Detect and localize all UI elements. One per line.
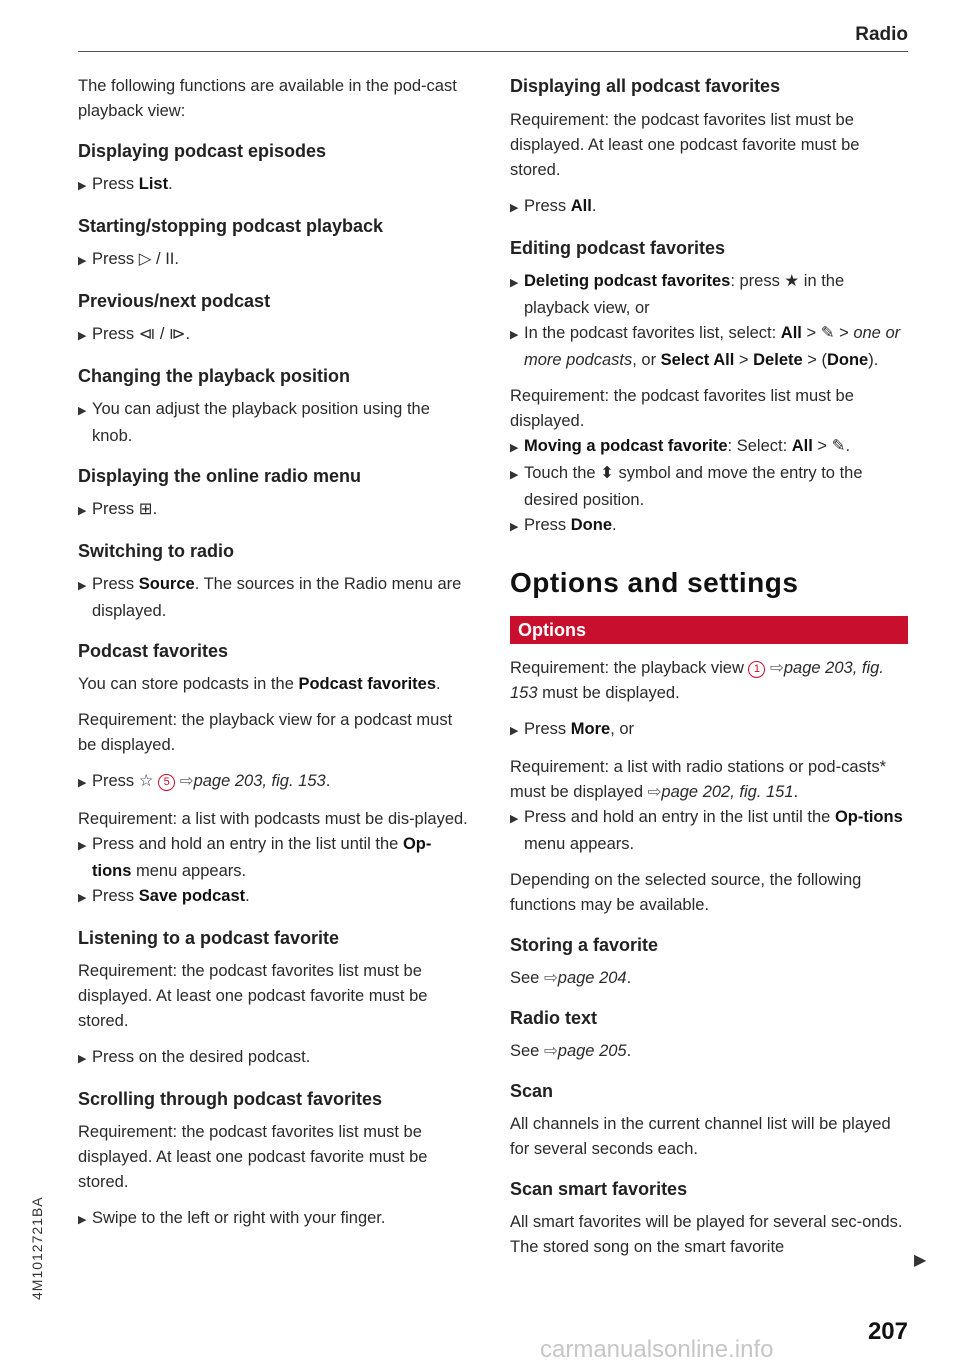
bullet-press-star: ▶ Press ☆ 5 ⇨page 203, fig. 153. — [78, 769, 470, 796]
text-requirement-playback: Requirement: the playback view for a podcast must be displayed. — [78, 711, 453, 754]
bullet-triangle-icon: ▶ — [78, 580, 87, 592]
bullet-press-hold: ▶ Press and hold an entry in the list until the Op-tions menu appears. — [78, 835, 432, 880]
bullet-triangle-icon: ▶ — [78, 892, 87, 904]
watermark: carmanualsonline.info — [540, 1336, 774, 1363]
bullet-touch-symbol: ▶ Touch the ⬍ symbol and move the entry to the desired position. — [510, 464, 863, 509]
heading-online-radio-menu: Displaying the online radio menu — [78, 466, 362, 486]
bullet-press-hold-options: ▶ Press and hold an entry in the list until the Op-tions menu appears. — [510, 808, 903, 853]
bullet-press-all: ▶ Press All. — [510, 194, 908, 221]
heading-editing-favorites: Editing podcast favorites — [510, 238, 726, 258]
bullet-triangle-icon: ▶ — [78, 1053, 87, 1065]
page-link[interactable]: page 205 — [557, 1042, 627, 1060]
text-requirement-list: Requirement: a list with podcasts must be dis-played. — [78, 810, 468, 828]
bullet-triangle-icon: ▶ — [510, 521, 519, 533]
heading-listening-favorite: Listening to a podcast favorite — [78, 928, 340, 948]
text-requirement-favorites-2: Requirement: the podcast favorites list must be displayed. At least one podcast favorite must be stored. — [78, 1123, 428, 1191]
bullet-source: ▶ Press Source. The sources in the Radio menu are displayed. — [78, 575, 462, 620]
bullet-prev-next: ▶ Press ⧏ / ⧐. — [78, 322, 470, 349]
heading-previous-next: Previous/next podcast — [78, 291, 271, 311]
bullet-triangle-icon: ▶ — [78, 255, 87, 267]
page-link[interactable]: page 203, fig. 153 — [193, 772, 326, 790]
page-link[interactable]: page 204 — [557, 969, 627, 987]
text-requirement-edit: Requirement: the podcast favorites list must be displayed. — [510, 387, 854, 430]
bullet-triangle-icon: ▶ — [78, 505, 87, 517]
bullet-triangle-icon: ▶ — [510, 202, 519, 214]
bullet-triangle-icon: ▶ — [78, 405, 87, 417]
arrow-icon: ⇨ — [647, 783, 662, 801]
heading-scan-smart-favorites: Scan smart favorites — [510, 1179, 688, 1199]
heading-options-and-settings: Options and settings — [510, 567, 799, 598]
bullet-triangle-icon: ▶ — [510, 277, 519, 289]
section-title: Radio — [855, 24, 908, 45]
text-requirement-stations: Requirement: a list with radio stations or pod-casts* must be displayed ⇨page 202, fig. 151. — [510, 758, 887, 801]
callout-number: 5 — [158, 774, 175, 791]
arrow-icon: ⇨ — [543, 969, 558, 987]
options-banner: Options — [510, 616, 908, 644]
heading-radio-text: Radio text — [510, 1008, 598, 1028]
arrow-icon: ⇨ — [543, 1042, 558, 1060]
text-requirement-view: Requirement: the playback view 1 ⇨page 203, fig. 153 must be displayed. — [510, 659, 884, 702]
page-link[interactable]: page 203, fig. 153 — [510, 659, 884, 702]
text-scan: All channels in the current channel list will be played for several seconds each. — [510, 1115, 891, 1158]
bullet-triangle-icon: ▶ — [78, 1214, 87, 1226]
bullet-menu: ▶ Press ⊞. — [78, 497, 470, 524]
text-see-page-204: See ⇨page 204. — [510, 969, 632, 987]
bullet-press-list: ▶ Press List. — [78, 172, 470, 199]
heading-podcast-favorites: Podcast favorites — [78, 641, 229, 661]
heading-scan: Scan — [510, 1081, 554, 1101]
bullet-play-pause: ▶ Press ▷ / II. — [78, 247, 470, 274]
bullet-press-more: ▶ Press More, or — [510, 717, 908, 744]
bullet-deleting: ▶ Deleting podcast favorites: press ★ in the playback view, or — [510, 272, 845, 317]
callout-number: 1 — [748, 661, 765, 678]
bullet-triangle-icon: ▶ — [510, 329, 519, 341]
bullet-triangle-icon: ▶ — [510, 442, 519, 454]
bullet-triangle-icon: ▶ — [510, 469, 519, 481]
text-requirement-favorites: Requirement: the podcast favorites list must be displayed. At least one podcast favorite must be stored. — [78, 962, 428, 1030]
bullet-triangle-icon: ▶ — [510, 725, 519, 737]
bullet-triangle-icon: ▶ — [78, 840, 87, 852]
bullet-save-podcast: ▶ Press Save podcast. — [78, 884, 470, 911]
right-column — [510, 74, 908, 1260]
bullet-moving: ▶ Moving a podcast favorite: Select: All > ✎. — [510, 434, 908, 461]
bullet-triangle-icon: ▶ — [78, 330, 87, 342]
text-scan-smart: All smart favorites will be played for several sec-onds. The stored song on the smart favorite — [510, 1213, 903, 1256]
arrow-icon: ⇨ — [770, 659, 784, 677]
heading-switching-to-radio: Switching to radio — [78, 541, 234, 561]
bullet-triangle-icon: ▶ — [78, 777, 87, 789]
bullet-triangle-icon: ▶ — [510, 813, 519, 825]
heading-displaying-all-favorites: Displaying all podcast favorites — [510, 76, 781, 96]
heading-scrolling-favorites: Scrolling through podcast favorites — [78, 1089, 383, 1109]
text-depending-source: Depending on the selected source, the following functions may be available. — [510, 871, 862, 914]
text-store-podcasts: You can store podcasts in the Podcast favorites. — [78, 675, 441, 693]
heading-playback-position: Changing the playback position — [78, 366, 351, 386]
bullet-swipe: ▶ Swipe to the left or right with your finger. — [78, 1206, 470, 1233]
heading-displaying-podcast-episodes: Displaying podcast episodes — [78, 141, 327, 161]
intro-text: The following functions are available in the pod-cast playback view: — [78, 77, 457, 120]
heading-start-stop-playback: Starting/stopping podcast playback — [78, 216, 384, 236]
text-see-page-205: See ⇨page 205. — [510, 1042, 632, 1060]
page-link[interactable]: page 202, fig. 151 — [661, 783, 794, 801]
bullet-select-delete: ▶ In the podcast favorites list, select: All > ✎ > one or more podcasts, or Select All > Delete > (Done). — [510, 324, 901, 369]
header-rule — [78, 51, 908, 52]
heading-storing-favorite: Storing a favorite — [510, 935, 659, 955]
arrow-icon: ⇨ — [179, 772, 194, 790]
bullet-press-podcast: ▶ Press on the desired podcast. — [78, 1045, 470, 1072]
page-number: 207 — [867, 1318, 908, 1345]
left-column — [78, 74, 470, 1233]
bullet-triangle-icon: ▶ — [78, 180, 87, 192]
bullet-press-done: ▶ Press Done. — [510, 513, 908, 540]
text-requirement-all: Requirement: the podcast favorites list must be displayed. At least one podcast favorite must be stored. — [510, 111, 860, 179]
bullet-knob: ▶ You can adjust the playback position using the knob. — [78, 400, 430, 445]
document-code: 4M1012721BA — [29, 1196, 45, 1300]
continue-arrow-icon: ▶ — [914, 1252, 927, 1269]
